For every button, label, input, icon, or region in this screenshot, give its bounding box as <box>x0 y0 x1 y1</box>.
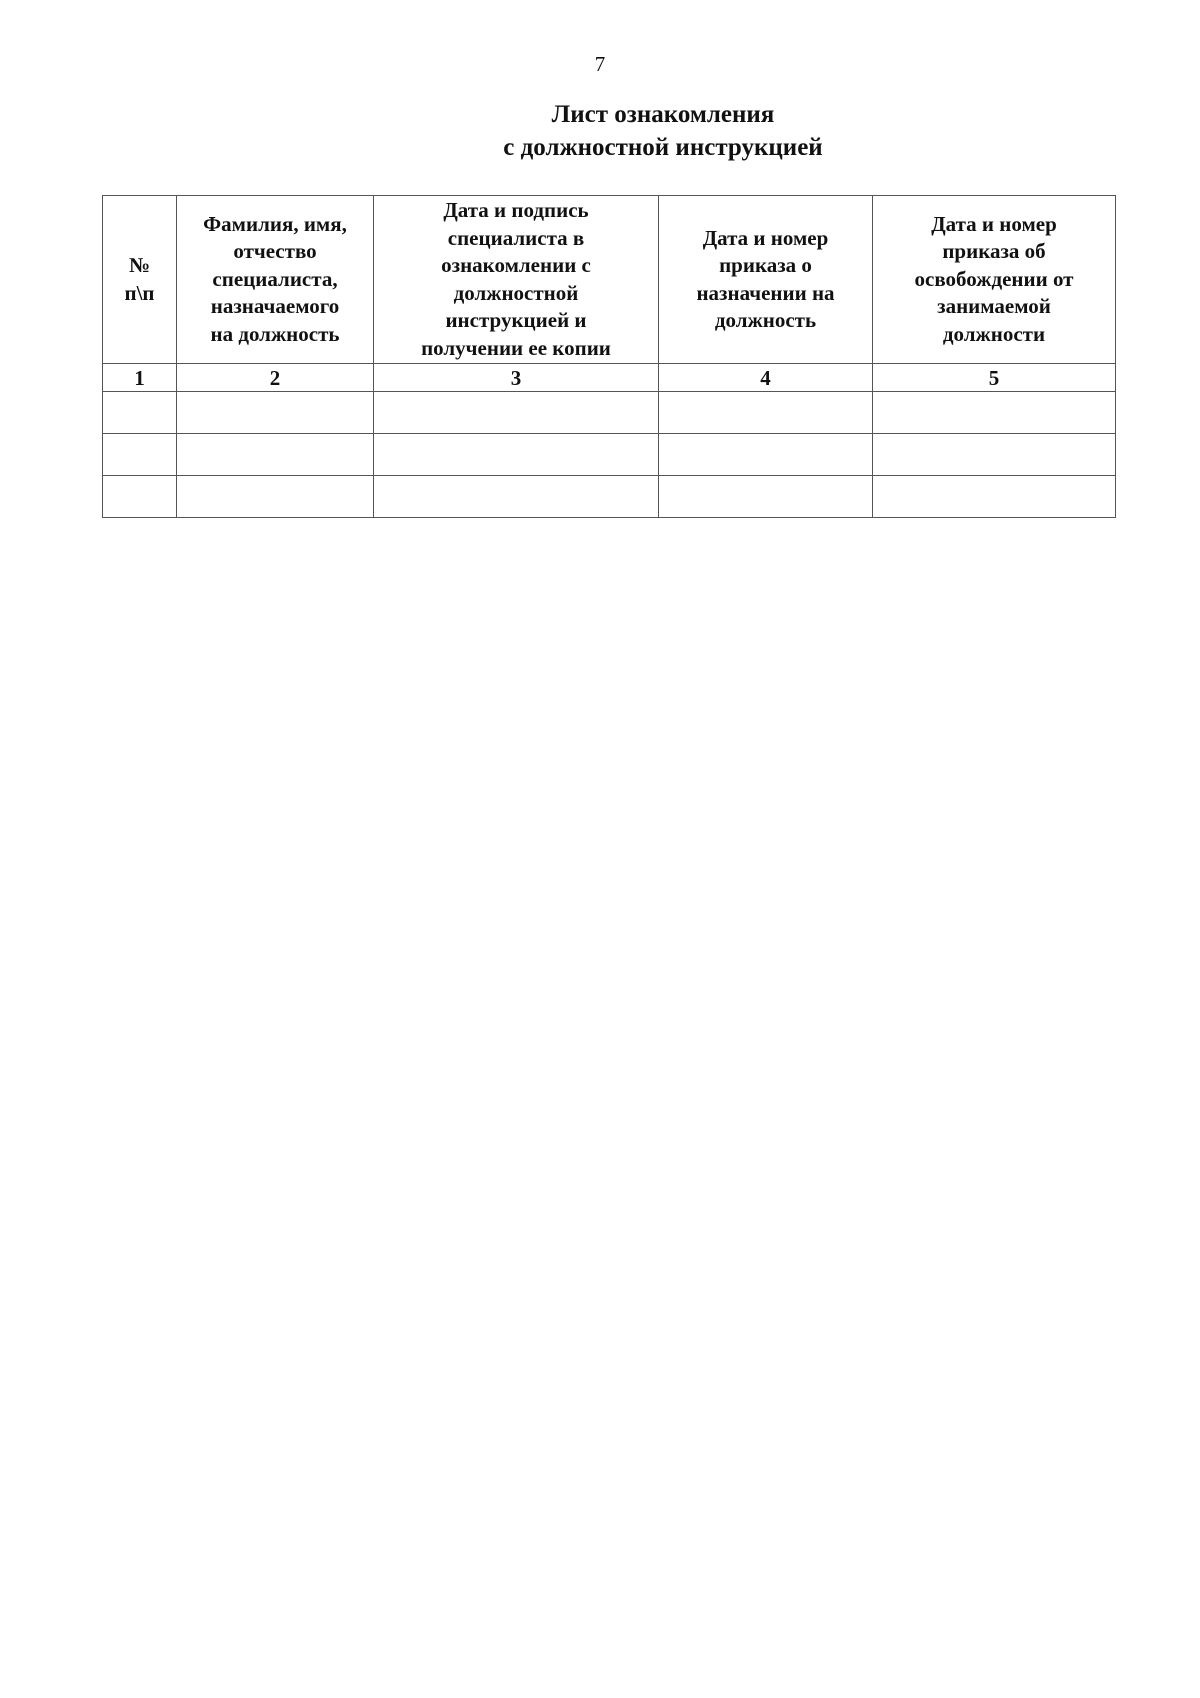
column-number-cell: 3 <box>374 364 659 392</box>
table-row <box>103 476 1116 518</box>
table-row <box>103 434 1116 476</box>
table-cell <box>177 392 374 434</box>
table-cell <box>177 434 374 476</box>
title-line-1: Лист ознакомления <box>551 101 775 128</box>
table-cell <box>374 392 659 434</box>
header-cell-signature-date: Дата и подпись специалиста в ознакомлении с должностной инструкцией и получении ее копии <box>374 196 659 364</box>
header-cell-number: № п\п <box>103 196 177 364</box>
title-line-2: с должностной инструкцией <box>503 134 823 161</box>
table-cell <box>103 392 177 434</box>
table-cell <box>103 434 177 476</box>
table-header-row <box>103 196 1116 364</box>
table-cell <box>177 476 374 518</box>
page-number: 7 <box>594 52 606 76</box>
table-row <box>103 392 1116 434</box>
header-cell-appointment-order: Дата и номер приказа о назначении на должность <box>659 196 873 364</box>
table-cell <box>659 476 873 518</box>
column-number-cell: 1 <box>103 364 177 392</box>
column-number-cell: 5 <box>873 364 1116 392</box>
table-cell <box>873 434 1116 476</box>
acknowledgement-table <box>102 195 1116 518</box>
table-cell <box>659 434 873 476</box>
column-number-cell: 4 <box>659 364 873 392</box>
document-title <box>363 98 963 164</box>
column-number-cell: 2 <box>177 364 374 392</box>
header-cell-dismissal-order: Дата и номер приказа об освобождении от занимаемой должности <box>873 196 1116 364</box>
header-cell-full-name: Фамилия, имя, отчество специалиста, назначаемого на должность <box>177 196 374 364</box>
table-cell <box>374 476 659 518</box>
table-cell <box>873 392 1116 434</box>
table-cell <box>873 476 1116 518</box>
column-number-row <box>103 364 1116 392</box>
table-cell <box>103 476 177 518</box>
table-cell <box>374 434 659 476</box>
table-cell <box>659 392 873 434</box>
